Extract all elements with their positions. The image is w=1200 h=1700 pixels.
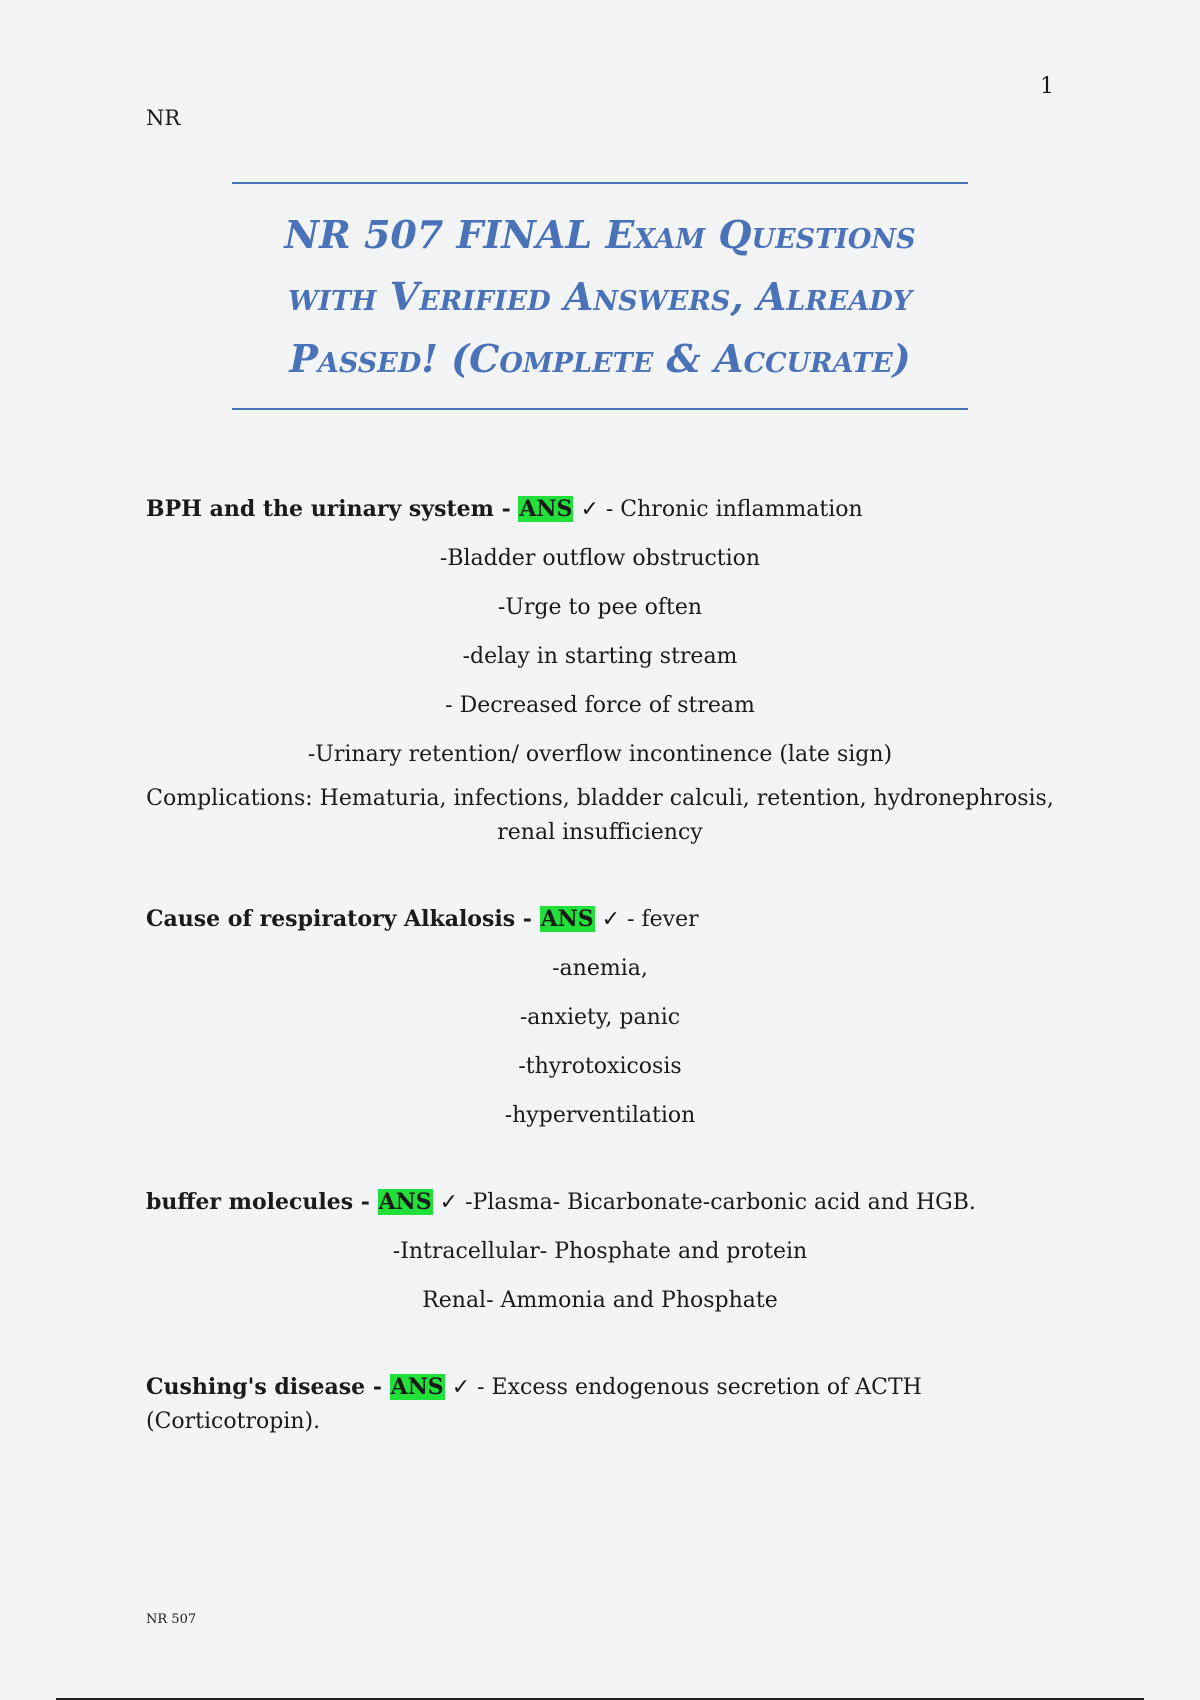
- question-text: Cushing's disease -: [146, 1374, 390, 1400]
- qa-heading: [146, 1370, 1054, 1439]
- answer-line: Renal- Ammonia and Phosphate: [422, 1288, 778, 1313]
- ans-badge: ANS: [519, 496, 573, 522]
- check-icon: ✓: [439, 1190, 459, 1215]
- answer-line: -thyrotoxicosis: [518, 1054, 682, 1079]
- answer-text: - Excess endogenous secretion of ACTH (Corticotropin).: [146, 1375, 922, 1434]
- qa-heading: [146, 492, 1054, 527]
- answer-line: -anemia,: [552, 956, 648, 981]
- title-line: Passed! (Complete & Accurate): [289, 336, 911, 381]
- answer-line: -delay in starting stream: [462, 644, 738, 669]
- qa-item: [146, 1370, 1054, 1439]
- answer-text: -Plasma- Bicarbonate-carbonic acid and HGB.: [458, 1190, 976, 1215]
- ans-badge: ANS: [390, 1374, 444, 1400]
- answer-line: -Intracellular- Phosphate and protein: [392, 1239, 808, 1264]
- ans-badge: ANS: [540, 906, 594, 932]
- question-text: Cause of respiratory Alkalosis -: [146, 906, 540, 932]
- answer-line: -hyperventilation: [504, 1103, 696, 1128]
- answer-line: -anxiety, panic: [519, 1005, 681, 1030]
- qa-item: [146, 492, 1054, 850]
- page-number: 1: [1040, 74, 1054, 99]
- footer-label: NR 507: [146, 1612, 197, 1627]
- qa-list: [146, 492, 1054, 1491]
- answer-line: -Urinary retention/ overflow incontinence (late sign): [307, 742, 893, 767]
- check-icon: ✓: [601, 907, 621, 932]
- question-text: buffer molecules -: [146, 1189, 378, 1215]
- answer-line: -Urge to pee often: [497, 595, 703, 620]
- check-icon: ✓: [580, 497, 599, 522]
- answer-line: -Bladder outflow obstruction: [439, 546, 761, 571]
- header-label: NR: [146, 106, 181, 130]
- ans-badge: ANS: [378, 1189, 432, 1215]
- qa-item: [146, 1185, 1054, 1318]
- qa-heading: [146, 1185, 1054, 1220]
- qa-item: [146, 902, 1054, 1133]
- answer-text: - Chronic inflammation: [598, 497, 863, 522]
- question-text: BPH and the urinary system -: [146, 496, 519, 522]
- title-line: with Verified Answers, Already: [287, 274, 913, 319]
- title-line: NR 507 FINAL Exam Questions: [284, 212, 916, 257]
- check-icon: ✓: [451, 1375, 471, 1400]
- answer-line: Complications: Hematuria, infections, bladder calculi, retention, hydronephrosis, renal insufficiency: [146, 786, 1054, 845]
- qa-heading: [146, 902, 1054, 937]
- answer-line: - Decreased force of stream: [445, 693, 755, 718]
- document-title: [232, 182, 968, 410]
- answer-text: - fever: [620, 907, 699, 932]
